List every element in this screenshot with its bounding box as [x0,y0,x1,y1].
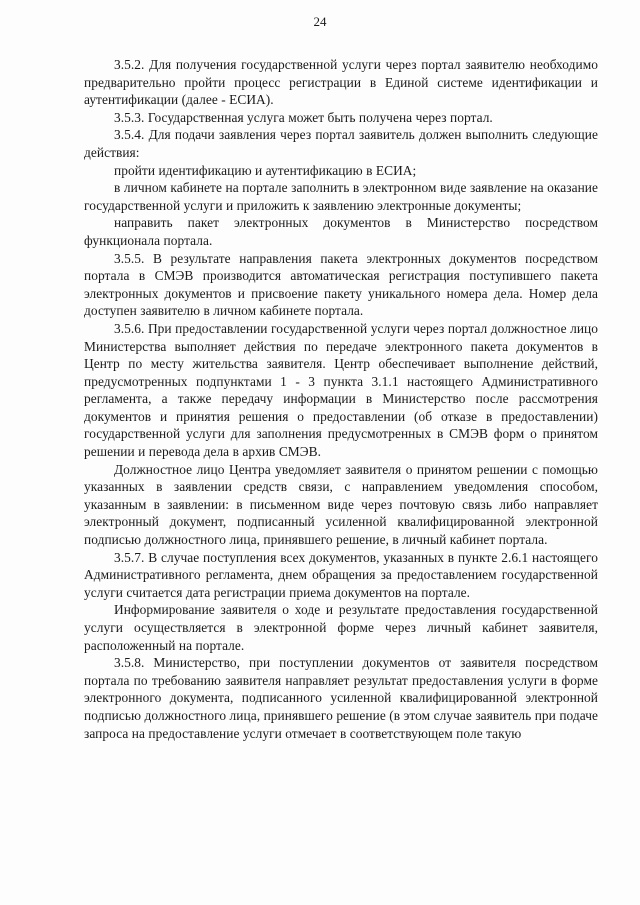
page-number: 24 [313,14,327,29]
paragraph-3-5-5: 3.5.5. В результате направления пакета электронных документов посредством портала в СМЭВ производится автоматическая регистрация поступившего пакета электронных документов и присвоение пакету уникального номера дела. Номер дела доступен заявителю в личном кабинете портала. [84,250,598,319]
list-item-esia: пройти идентификацию и аутентификацию в ЕСИА; [114,162,417,178]
paragraph-3-5-4: 3.5.4. Для подачи заявления через портал заявитель должен выполнить следующие действия: [84,127,598,160]
paragraph-3-5-6: 3.5.6. При предоставлении государственной услуги через портал должностное лицо Министерства выполняет действия по передаче электронного пакета документов в Центр по месту жительства заявителя. Центр обеспечивает выполнение действий, предусмотренных подпунктами 1 - 3 пункта 3.1.1 настоящего Административного регламента, а также передачу информации в Министерство после рассмотрения документов и принятия решения о предоставлении (об отказе в предоставлении) государственной услуги для заполнения предусмотренных в СМЭВ форм о принятом решении и перевода дела в архив СМЭВ. [84,320,598,460]
paragraph-center-notification: Должностное лицо Центра уведомляет заявителя о принятом решении с помощью указанных в заявлении средств связи, с направлением уведомления способом, указанным в заявлении: в письменном виде через почтовую связь либо направляет электронный документ, подписанный усиленной квалифицированной электронной подписью должностного лица, принявшего решение, в личный кабинет портала. [84,461,598,548]
list-item-send-package: направить пакет электронных документов в Министерство посредством функционала портала. [84,215,598,248]
document-body [84,56,598,742]
paragraph-3-5-3: 3.5.3. Государственная услуга может быть получена через портал. [114,109,493,125]
paragraph-3-5-8: 3.5.8. Министерство, при поступлении документов от заявителя посредством портала по требованию заявителя направляет результат предоставления услуги в форме электронного документа, подписанного усиленной квалифицированной электронной подписью должностного лица, принявшего решение (в этом случае заявитель при подаче запроса на предоставление услуги отмечает в соответствующем поле такую [84,655,598,741]
list-item-fill-application: в личном кабинете на портале заполнить в электронном виде заявление на оказание государственной услуги и приложить к заявлению электронные документы; [84,180,598,213]
paragraph-informing: Информирование заявителя о ходе и результате предоставления государственной услуги осуществляется в электронной форме через личный кабинет заявителя, расположенный на портале. [84,602,598,653]
paragraph-3-5-2: 3.5.2. Для получения государственной услуги через портал заявителю необходимо предварительно пройти процесс регистрации в Единой системе идентификации и аутентификации (далее - ЕСИА). [84,57,598,108]
paragraph-3-5-7: 3.5.7. В случае поступления всех документов, указанных в пункте 2.6.1 настоящего Административного регламента, днем обращения за предоставлением государственной услуги считается дата регистрации приема документов на портале. [84,549,598,600]
